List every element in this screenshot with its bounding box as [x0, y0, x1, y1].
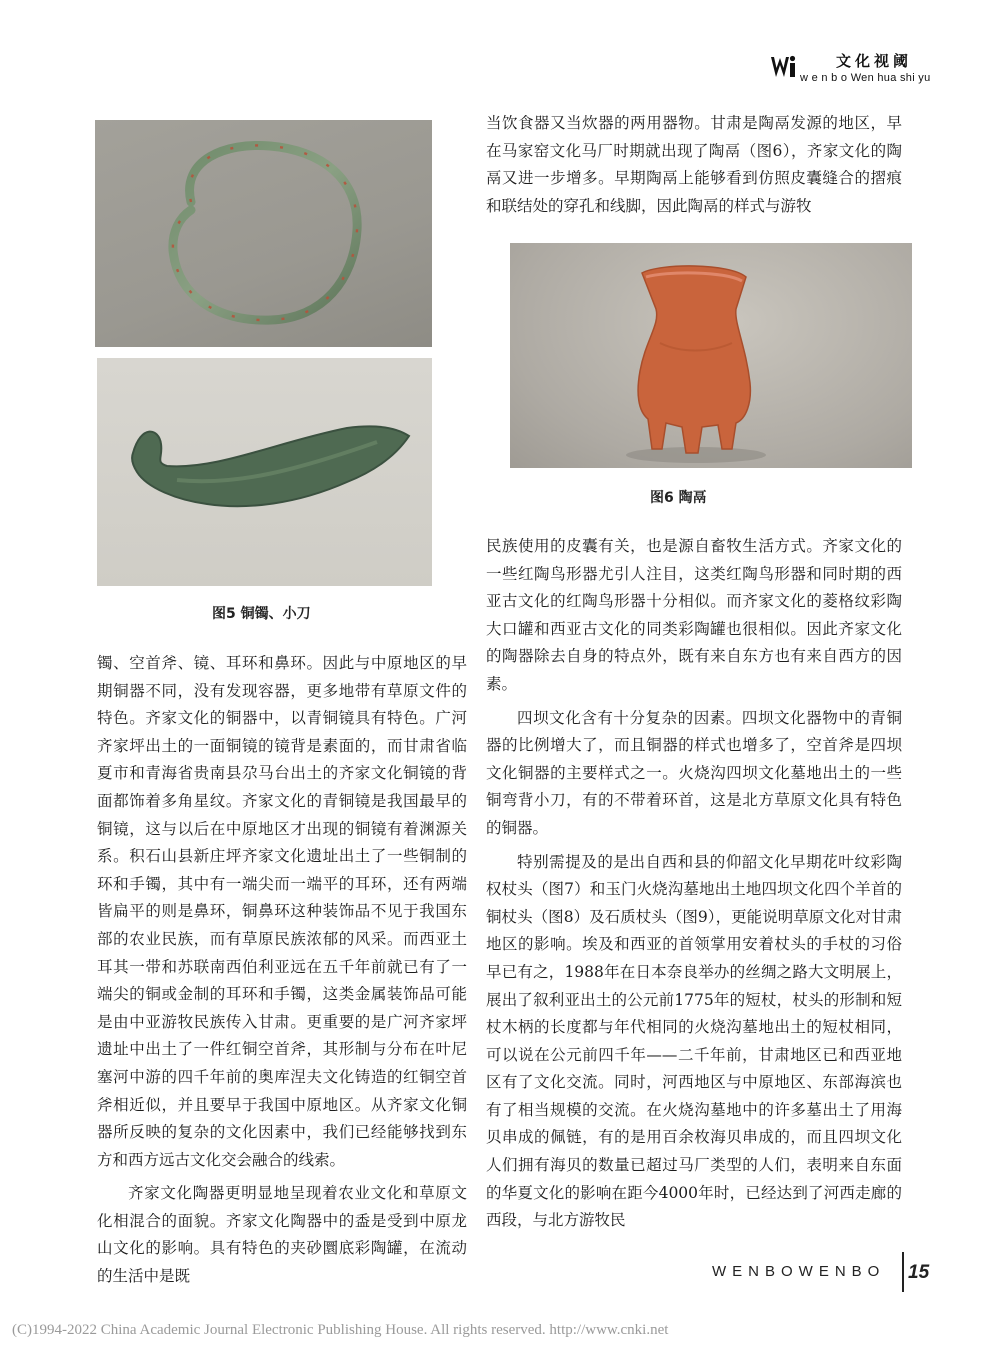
bronze-bracelet-photo	[95, 120, 432, 347]
paragraph: 特别需提及的是出自西和县的仰韶文化早期花叶纹彩陶权杖头（图7）和玉门火烧沟墓地出土地四坝文化四个羊首的铜杖头（图8）及石质杖头（图9），更能说明草原文化对甘肃地区的影响。埃及和西亚的首领掌用安着杖头的手杖的习俗早已有之，1988年在日本奈良举办的丝绸之路大文明展上，展出了叙利亚出土的公元前1775年的短杖，杖头的形制和短杖木柄的长度都与年代相同的火烧沟墓地出土的短杖相同，可以说在公元前四千年——二千年前，甘肃地区已和西亚地区有了文化交流。同时，河西地区与中原地区、东部海滨也有了相当规模的交流。在火烧沟墓地中的许多墓出土了用海贝串成的佩链，有的是用百余枚海贝串成的，而且四坝文化人们拥有海贝的数量已超过马厂类型的人们，表明来自东面的华夏文化的影响在距今4000年时，已经达到了河西走廊的西段，与北方游牧民	[486, 852, 902, 1230]
figure-6-caption: 图6 陶鬲	[650, 490, 707, 506]
paragraph: 民族使用的皮囊有关，也是源自畜牧生活方式。齐家文化的一些红陶鸟形器尤引人注目，这类红陶鸟形器和同时期的西亚古文化的红陶鸟形器十分相似。而齐家文化的菱格纹彩陶大口罐和西亚古文化的同类彩陶罐也很相似。因此齐家文化的陶器除去自身的特点外，既有来自东方也有来自西方的因素。	[486, 537, 902, 693]
paragraph: 齐家文化陶器更明显地呈现着农业文化和草原文化相混合的面貌。齐家文化陶器中的盉是受到中原龙山文化的影响。具有特色的夹砂圜底彩陶罐，在流动的生活中是既	[97, 1184, 467, 1286]
section-title-en: w e n b o Wen hua shi yu	[800, 72, 931, 84]
paragraph: 当饮食器又当炊器的两用器物。甘肃是陶鬲发源的地区，早在马家窑文化马厂时期就出现了陶鬲（图6），齐家文化的陶鬲又进一步增多。早期陶鬲上能够看到仿照皮囊缝合的摺痕和联结处的穿孔和线脚，因此陶鬲的样式与游牧	[486, 114, 902, 215]
section-title-cn: 文化视阈	[836, 52, 913, 70]
figure-5-caption: 图5 铜镯、小刀	[212, 606, 311, 622]
page-number: 15	[908, 1262, 930, 1283]
paragraph: 镯、空首斧、镜、耳环和鼻环。因此与中原地区的早期铜器不同，没有发现容器，更多地带有草原文件的特色。齐家文化的铜器中，以青铜镜具有特色。广河齐家坪出土的一面铜镜的镜背是素面的，而甘肃省临夏市和青海省贵南县尕马台出土的齐家文化铜镜的背面都饰着多角星纹。齐家文化的青铜镜是我国最早的铜镜，这与以后在中原地区才出现的铜镜有着渊源关系。积石山县新庄坪齐家文化遗址出土了一些铜制的环和手镯，其中有一端尖而一端平的耳环，还有两端皆扁平的则是鼻环，铜鼻环这种装饰品不见于我国东部的农业民族，而有草原民族浓郁的风采。而西亚土耳其一带和苏联南西伯利亚远在五千年前就已有了一端尖的铜或金制的耳环和手镯，这类金属装饰品可能是由中亚游牧民族传入甘肃。更重要的是广河齐家坪遗址中出土了一件红铜空首斧，其形制与分布在叶尼塞河中游的四千年前的奥库涅夫文化铸造的红铜空首斧相近似，并且要早于我国中原地区。从齐家文化铜器所反映的复杂的文化因素中，我们已经能够找到东方和西方远古文化交会融合的线索。	[97, 654, 467, 1169]
bronze-knife-photo	[97, 358, 432, 586]
copyright-notice: (C)1994-2022 China Academic Journal Electronic Publishing House. All rights reserved. http://www.cnki.net	[12, 1322, 669, 1338]
pottery-li-photo	[510, 243, 912, 468]
journal-logo-icon	[770, 54, 796, 80]
footer-divider	[902, 1252, 904, 1292]
journal-running-footer: WENBOWENBO	[712, 1263, 886, 1280]
right-column-bottom	[486, 533, 902, 1235]
left-column	[97, 650, 467, 1291]
right-column-top	[486, 110, 902, 220]
paragraph: 四坝文化含有十分复杂的因素。四坝文化器物中的青铜器的比例增大了，而且铜器的样式也增多了，空首斧是四坝文化铜器的主要样式之一。火烧沟四坝文化墓地出土的一些铜弯背小刀，有的不带着环首，这是北方草原文化具有特色的铜器。	[486, 708, 902, 837]
